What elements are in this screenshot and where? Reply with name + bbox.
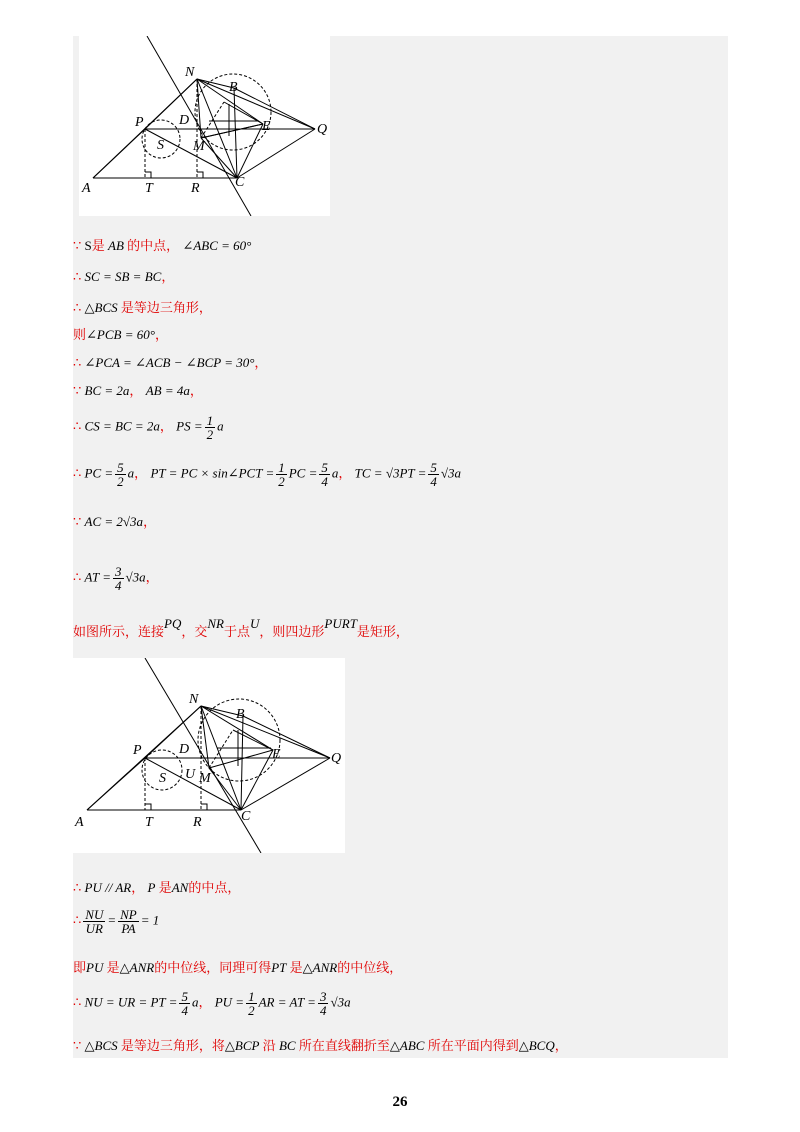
text-line-2: ∴ SC = SB = BC， [73, 269, 175, 284]
text-line-7: ∴ CS = BC = 2a， PS = $\frac{1}{2}$ a [73, 413, 224, 442]
label-b: B [236, 707, 245, 722]
text-line-14: 即PU 是△ANR的中位线，同理可得PT 是△ANR的中位线， [73, 960, 403, 975]
label-q: Q [331, 751, 342, 766]
text-line-6: ∵ BC = 2a， AB = 4a， [73, 383, 203, 398]
label-e: E [262, 119, 271, 134]
text-line-13: ∴ $\frac{NU}{UR}$ = $\frac{NP}{PA}$ = 1 [73, 907, 160, 936]
label-n: N [185, 65, 195, 80]
label-m: M [193, 139, 205, 154]
label-a: A [82, 181, 91, 196]
label-u: U [185, 767, 196, 782]
label-p: P [133, 743, 142, 758]
label-s: S [157, 138, 164, 153]
label-d: D [179, 113, 190, 128]
text-line-9: ∵ AC = 2√3a， [73, 514, 157, 529]
geometry-diagram-1 [79, 36, 330, 216]
label-d: D [179, 742, 190, 757]
text-line-8: ∴ PC = $\frac{5}{2}$ a， PT = PC × sin∠PCT = $\frac{1}{2}$ PC = $\frac{5}{4}$ a， TC = √3PT = $\frac{5}{4}$ √3a [73, 460, 462, 489]
label-a: A [75, 815, 84, 830]
label-s: S [159, 771, 166, 786]
figure-1 [79, 36, 330, 216]
label-b: B [229, 80, 238, 95]
label-p: P [135, 115, 144, 130]
page-number: 26 [392, 1094, 408, 1110]
figure-2 [73, 658, 345, 853]
text-line-10: ∴ AT = $\frac{3}{4}$ √3a， [73, 564, 159, 593]
text-line-4: 则∠PCB = 60°， [73, 327, 168, 342]
label-n: N [189, 692, 199, 707]
label-m: M [199, 771, 211, 786]
geometry-diagram-2 [73, 658, 345, 853]
text-line-12: ∴ PU // AR， P 是AN的中点， [73, 880, 241, 895]
text-line-1: ∵ S是 AB 的中点， ∠ABC = 60° [73, 238, 252, 253]
label-r: R [193, 815, 202, 830]
label-q: Q [317, 122, 328, 137]
text-line-16: ∵ △BCS 是等边三角形，将△BCP 沿 BC 所在直线翻折至△ABC 所在平面内得到△BCQ， [73, 1038, 568, 1053]
text-line-5: ∴ ∠PCA = ∠ACB − ∠BCP = 30°， [73, 355, 268, 370]
label-e: E [272, 747, 281, 762]
text-line-15: ∴ NU = UR = PT = $\frac{5}{4}$ a， PU = $\frac{1}{2}$ AR = AT = $\frac{3}{4}$ √3a [73, 989, 351, 1018]
label-c: C [241, 809, 251, 824]
label-c: C [235, 175, 245, 190]
text-line-3: ∴ △BCS 是等边三角形， [73, 300, 212, 315]
label-r: R [191, 181, 200, 196]
label-t: T [145, 181, 153, 196]
label-t: T [145, 815, 153, 830]
text-line-11: 如图所示，连接PQ，交NR于点U，则四边形PURT是矩形， [73, 616, 409, 639]
